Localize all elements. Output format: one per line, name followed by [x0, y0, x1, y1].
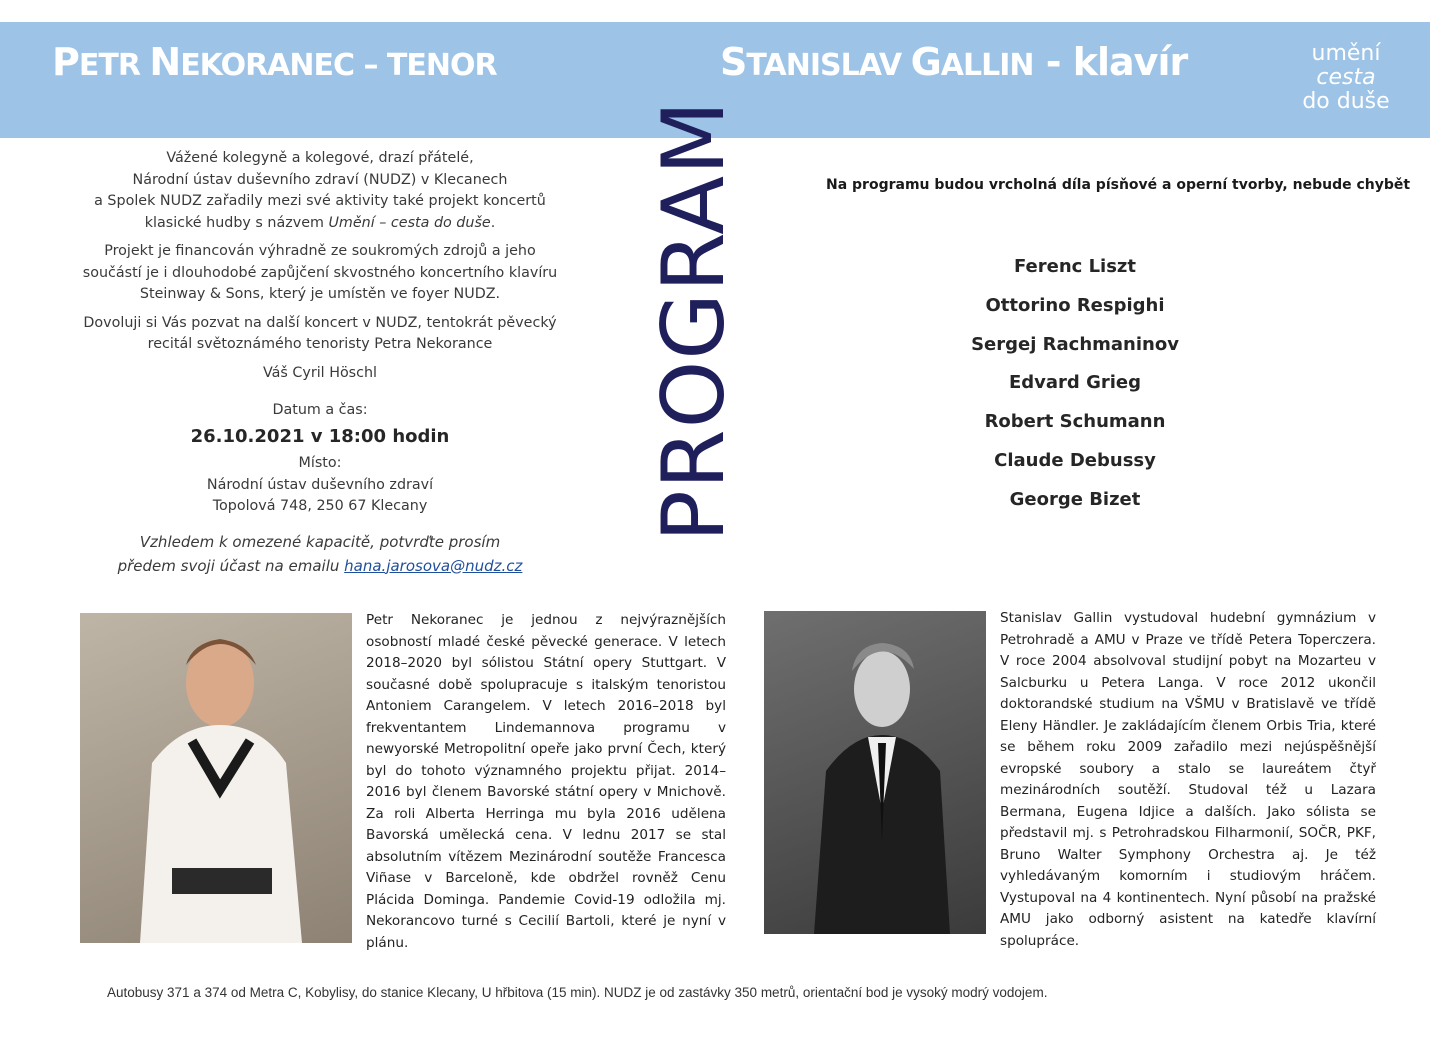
umeni-logo: [1292, 42, 1400, 122]
intro-para3: Dovoluji si Vás pozvat na další koncert v NUDZ, tentokrát pěvecký recitál světoznámého tenoristy Petra Nekorance: [83, 314, 557, 352]
composer-list: [940, 256, 1210, 528]
intro-para2: Projekt je financován výhradně ze soukromých zdrojů a jeho součástí je i dlouhodobé zapůjčení skvostného koncertního klavíru Steinway & Sons, který je umístěn ve foyer NUDZ.: [82, 243, 558, 302]
tenor-bio: Petr Nekoranec je jednou z nejvýraznějších osobností mladé české pěvecké generace. V letech 2018–2020 byl sólistou Státní opery Stuttgart. V současné době spolupracuje s italským tenoristou Antoniem Carangelem. V letech 2016–2018 byl frekventantem Lindemannova programu v newyorské Metropolitní opeře jako první Čech, který byl do tohoto významného projektu přijat. 2014–2016 byl členem Bavorské státní opery v Mnichově. Za roli Alberta Herringa mu byla 2016 udělena Bavorská umělecká cena. V lednu 2017 se stal absolutním vítězem Mezinárodní soutěže Francesca Viñase v Barceloně, kde obdržel rovněž Cenu Plácida Dominga. Pandemie Covid-19 odložila mj. Nekorancovo turné s Cecilií Bartoli, které je nyní v plánu.: [366, 612, 726, 951]
tenor-title: PETR NEKORANEC – TENOR: [52, 40, 497, 84]
place-line2: Topolová 748, 250 67 Klecany: [212, 498, 428, 514]
intro-line1: Vážené kolegyně a kolegové, drazí přátelé,: [166, 150, 474, 166]
tenor-photo: [80, 613, 352, 943]
intro-line2: Národní ústav duševního zdraví (NUDZ) v Klecanech: [132, 171, 508, 188]
composer-item: Sergej Rachmaninov: [971, 333, 1179, 355]
composer-item: Edvard Grieg: [1008, 372, 1141, 394]
intro-line3: a Spolek NUDZ zařadily mezi své aktivity také projekt koncertů: [94, 193, 546, 209]
email-link[interactable]: hana.jarosova@nudz.cz: [344, 556, 523, 575]
program-lead: Na programu budou vrcholná díla písňové a operní tvorby, nebude chybět: [826, 177, 1411, 193]
composer-item: George Bizet: [1009, 488, 1141, 510]
concert-date: 26.10.2021 v 18:00 hodin: [190, 425, 450, 447]
transport-info: Autobusy 371 a 374 od Metra C, Kobylisy, do stanice Klecany, U hřbitova (15 min). NUDZ je od zastávky 350 metrů, orientační bod je vysoký modrý vodojem.: [107, 985, 1048, 1000]
composer-item: Robert Schumann: [984, 411, 1166, 433]
composer-item: Ferenc Liszt: [1013, 256, 1137, 277]
pianist-bio: Stanislav Gallin vystudoval hudební gymnázium v Petrohradě a AMU v Praze ve třídě Petera Toperczera. V roce 2004 absolvoval studijní pobyt na Mozarteu v Salcburku u Petera Langa. V roce 2012 ukončil doktorandské studium na VŠMU v Bratislavě ve třídě Eleny Händler. Je zakládajícím členem Orbis Tria, které se během roku 2009 zařadilo mezi nejúspěšnější evropské soubory a stalo se laureátem čtyř mezinárodních soutěží. Studoval též u Lazara Bermana, Eugena Idjice a dalších. Jako sólista se představil mj. s Petrohradskou Filharmonií, SOČR, PKF, Bruno Walter Symphony Orchestra aj. Je též vyhledávaným komorním i studiovým hráčem. Vystupoval na 4 kontinentech. Nyní působí na pražské AMU jako odborný asistent na katedře klavírní spolupráce.: [1000, 610, 1376, 949]
place-line1: Národní ústav duševního zdraví: [206, 476, 434, 493]
program-heading: PROGRAM: [644, 99, 744, 542]
rsvp-note: Vzhledem k omezené kapacitě, potvrďte prosím předem svoji účast na emailu hana.jarosova@nudz.cz: [117, 532, 523, 575]
composer-item: Claude Debussy: [994, 449, 1156, 471]
project-name: Umění – cesta do duše: [328, 214, 491, 231]
date-label: Datum a čas:: [272, 402, 368, 418]
invitation-text: Vážené kolegyně a kolegové, drazí přátelé, Národní ústav duševního zdraví (NUDZ) v Klecanech a Spolek NUDZ zařadily mezi své aktivity také projekt koncertů klasické hudby s názvem Umění – cesta do duše. Projekt je financován výhradně ze soukromých zdrojů a jeho součástí je i dlouhodobé zapůjčení skvostného koncertního klavíru Steinway & Sons, který je umístěn ve foyer NUDZ. Dovoluji si Vás pozvat na další koncert v NUDZ, tentokrát pěvecký recitál světoznámého tenoristy Petra Nekorance Váš Cyril Höschl Datum a čas: 26.10.2021 v 18:00 hodin Místo: Národní ústav duševního zdraví Topolová 748, 250 67 Klecany Vzhledem k omezené kapacitě, potvrďte prosím předem svoji účast na emailu hana.jarosova@nudz.cz: [80, 148, 560, 578]
place-label: Místo:: [298, 455, 342, 471]
composer-item: Ottorino Respighi: [985, 294, 1165, 316]
pianist-photo: [764, 611, 986, 934]
logo-line3: do duše: [1302, 89, 1390, 114]
pianist-title: STANISLAV GALLIN - klavír: [720, 40, 1188, 84]
logo-line2: cesta: [1316, 65, 1376, 90]
logo-line1: umění: [1311, 41, 1381, 66]
signature: Váš Cyril Höschl: [262, 364, 378, 381]
